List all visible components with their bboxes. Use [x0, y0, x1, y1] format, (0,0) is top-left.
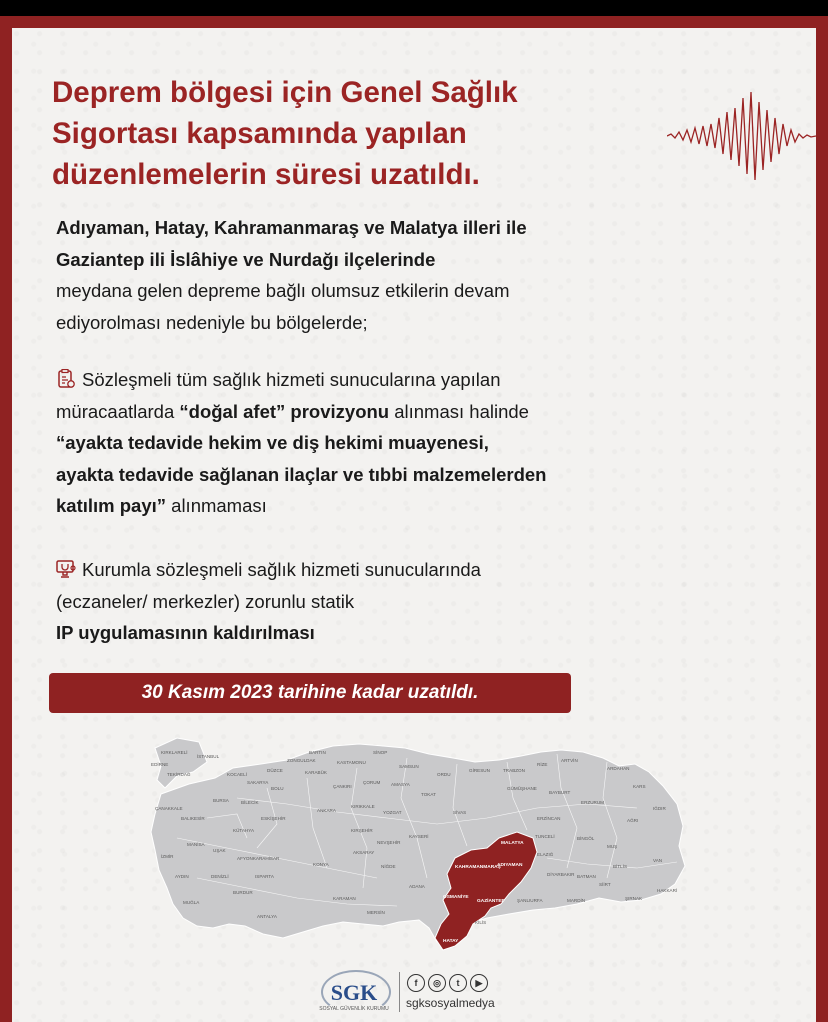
top-black-bar [0, 0, 828, 16]
sgk-logo-text: SGK [330, 980, 378, 1005]
footer-divider [399, 972, 400, 1012]
map-label-adana: ADANA [409, 884, 425, 889]
map-label-kocaeli: KOCAELİ [227, 772, 247, 777]
map-label-istanbul: İSTANBUL [197, 754, 220, 759]
map-label-burdur: BURDUR [233, 890, 253, 895]
footer [315, 968, 525, 1018]
map-label-corum: ÇORUM [363, 780, 381, 785]
turkey-map-icon [137, 728, 697, 968]
map-label-manisa: MANİSA [187, 842, 205, 847]
map-label-diyarbakir: DİYARBAKIR [547, 872, 575, 877]
map-label-kirklareli: KIRKLARELİ [161, 750, 188, 755]
map-label-balikesir: BALIKESİR [181, 816, 205, 821]
map-label-erzurum: ERZURUM [581, 800, 604, 805]
title-line-2: Sigortası kapsamında yapılan [52, 117, 467, 150]
map-label-mus: MUŞ [607, 844, 618, 849]
map-label-ardahan: ARDAHAN [607, 766, 630, 771]
map-label-bilecik: BİLECİK [241, 800, 259, 805]
map-label-malatya: MALATYA [501, 841, 524, 846]
map-label-afyonkarahisar: AFYONKARAHİSAR [237, 856, 280, 861]
title-line-3: düzenlemelerin süresi uzatıldı. [52, 158, 480, 191]
deadline-banner: 30 Kasım 2023 tarihine kadar uzatıldı. [49, 673, 571, 713]
map-label-canakkale: ÇANAKKALE [155, 806, 183, 811]
map-label-sinop: SİNOP [373, 750, 388, 755]
map-label-aydin: AYDIN [175, 874, 189, 879]
item-2-line-1: Kurumla sözleşmeli sağlık hizmeti sunucularında [56, 554, 756, 586]
map-label-amasya: AMASYA [391, 782, 410, 787]
infographic-paper [12, 28, 816, 1022]
social-icons [407, 974, 488, 992]
map-label-batman: BATMAN [577, 874, 596, 879]
infographic-frame [0, 16, 828, 1022]
map-label-igdir: IĞDIR [653, 806, 666, 811]
item-2-line-2: (eczaneler/ merkezler) zorunlu statik [56, 590, 355, 612]
youtube-icon[interactable]: ▶ [470, 974, 488, 992]
map-label-siirt: SİİRT [599, 882, 611, 887]
map-label-yozgat: YOZGAT [383, 810, 402, 815]
map-label-bursa: BURSA [213, 798, 229, 803]
item-1-line-5: katılım payı” alınmaması [56, 495, 267, 516]
intro-line-1: Adıyaman, Hatay, Kahramanmaraş ve Malatya illeri ile [56, 217, 527, 238]
instagram-icon[interactable]: ◎ [428, 974, 446, 992]
item-1-line-4: ayakta tedavide sağlanan ilaçlar ve tıbbi malzemelerden [56, 463, 547, 485]
map-label-mardin: MARDİN [567, 898, 586, 903]
title-line-1: Deprem bölgesi için Genel Sağlık [52, 76, 518, 109]
computer-stethoscope-icon [56, 559, 76, 579]
map-label-osmaniye: OSMANİYE [443, 895, 469, 900]
map-label-nevsehir: NEVŞEHİR [377, 840, 401, 845]
map-label-izmir: İZMİR [161, 854, 174, 859]
map-label-sirnak: ŞIRNAK [625, 896, 643, 901]
map-label-artvin: ARTVİN [561, 758, 578, 763]
page-title [52, 72, 672, 195]
map-label-hatay: HATAY [443, 939, 459, 944]
map-label-elazig: ELAZIĞ [537, 852, 554, 857]
prescription-icon [56, 369, 76, 389]
map-label-gumushane: GÜMÜŞHANE [507, 786, 537, 791]
map-label-kirsehir: KIRŞEHİR [351, 828, 373, 833]
map-label-nigde: NİĞDE [381, 864, 396, 869]
map-label-kastamonu: KASTAMONU [337, 760, 366, 765]
item-2-line-3: IP uygulamasının kaldırılması [56, 622, 315, 643]
map-label-hakkari: HAKKARİ [657, 888, 678, 893]
map-label-van: VAN [653, 858, 663, 863]
map-label-konya: KONYA [313, 862, 329, 867]
map-label-eskisehir: ESKİŞEHİR [261, 816, 286, 821]
social-handle[interactable]: sgksosyalmedya [406, 996, 495, 1010]
map-label-tekirdag: TEKİRDAĞ [167, 772, 191, 777]
item-1-line-2: müracaatlarda “doğal afet” provizyonu alınması halinde [56, 400, 529, 422]
map-label-bayburt: BAYBURT [549, 790, 571, 795]
map-label-sivas: SİVAS [453, 810, 467, 815]
map-label-erzincan: ERZİNCAN [537, 816, 561, 821]
map-label-mugla: MUĞLA [183, 900, 200, 905]
intro-line-4: ediyorolması nedeniyle bu bölgelerde; [56, 311, 368, 333]
map-label-zonguldak: ZONGULDAK [287, 758, 316, 763]
map-label-sanliurfa: ŞANLIURFA [517, 898, 543, 903]
intro-line-2: Gaziantep ili İslâhiye ve Nurdağı ilçelerinde [56, 248, 436, 270]
map-label-ankara: ANKARA [317, 808, 336, 813]
map-label-rize: RİZE [537, 762, 548, 767]
map-label-kutahya: KÜTAHYA [233, 828, 255, 833]
map-label-ordu: ORDU [437, 772, 451, 777]
map-label-kilis: KİLİS [475, 920, 487, 925]
map-label-gaziantep: GAZİANTEP [477, 899, 505, 904]
map-label-bolu: BOLU [271, 786, 284, 791]
seismograph-wave-icon [667, 88, 816, 184]
sgk-logo-subtext: SOSYAL GÜVENLİK KURUMU [319, 1006, 389, 1012]
map-label-giresun: GİRESUN [469, 768, 490, 773]
item-2-paragraph [56, 554, 756, 649]
map-label-agri: AĞRI [627, 818, 639, 823]
map-label-sakarya: SAKARYA [247, 780, 269, 785]
map-label-bitlis: BİTLİS [613, 864, 628, 869]
map-label-mersin: MERSİN [367, 910, 385, 915]
intro-line-3: meydana gelen depreme bağlı olumsuz etkilerin devam [56, 280, 510, 301]
map-label-duzce: DÜZCE [267, 768, 283, 773]
map-label-kayseri: KAYSERİ [409, 834, 429, 839]
intro-paragraph [56, 212, 756, 338]
map-label-trabzon: TRABZON [503, 768, 525, 773]
map-label-bartin: BARTIN [309, 750, 326, 755]
map-label-tokat: TOKAT [421, 792, 436, 797]
map-label-kahramanmaras: KAHRAMANMARAŞ [455, 865, 501, 870]
map-label-adiyaman: ADIYAMAN [497, 863, 523, 868]
map-label-karaman: KARAMAN [333, 896, 356, 901]
twitter-icon[interactable]: t [449, 974, 467, 992]
map-label-samsun: SAMSUN [399, 764, 419, 769]
item-1-paragraph [56, 364, 756, 522]
facebook-icon[interactable]: f [407, 974, 425, 992]
map-label-bingol: BİNGÖL [577, 836, 595, 841]
map-label-kirikkale: KIRIKKALE [351, 804, 375, 809]
item-1-line-3: “ayakta tedavide hekim ve diş hekimi muayenesi, [56, 432, 489, 453]
map-label-tunceli: TUNCELİ [535, 834, 555, 839]
map-label-karabuk: KARABÜK [305, 770, 327, 775]
map-label-usak: UŞAK [213, 848, 226, 853]
map-label-antalya: ANTALYA [257, 914, 277, 919]
map-label-edirne: EDİRNE [151, 762, 169, 767]
map-label-denizli: DENİZLİ [211, 874, 229, 879]
item-1-line-1: Sözleşmeli tüm sağlık hizmeti sunucularına yapılan [56, 364, 756, 396]
map-label-aksaray: AKSARAY [353, 850, 375, 855]
map-label-kars: KARS [633, 784, 646, 789]
map-label-isparta: ISPARTA [255, 874, 274, 879]
sgk-logo [315, 968, 393, 1018]
map-label-cankiri: ÇANKIRI [333, 784, 352, 789]
